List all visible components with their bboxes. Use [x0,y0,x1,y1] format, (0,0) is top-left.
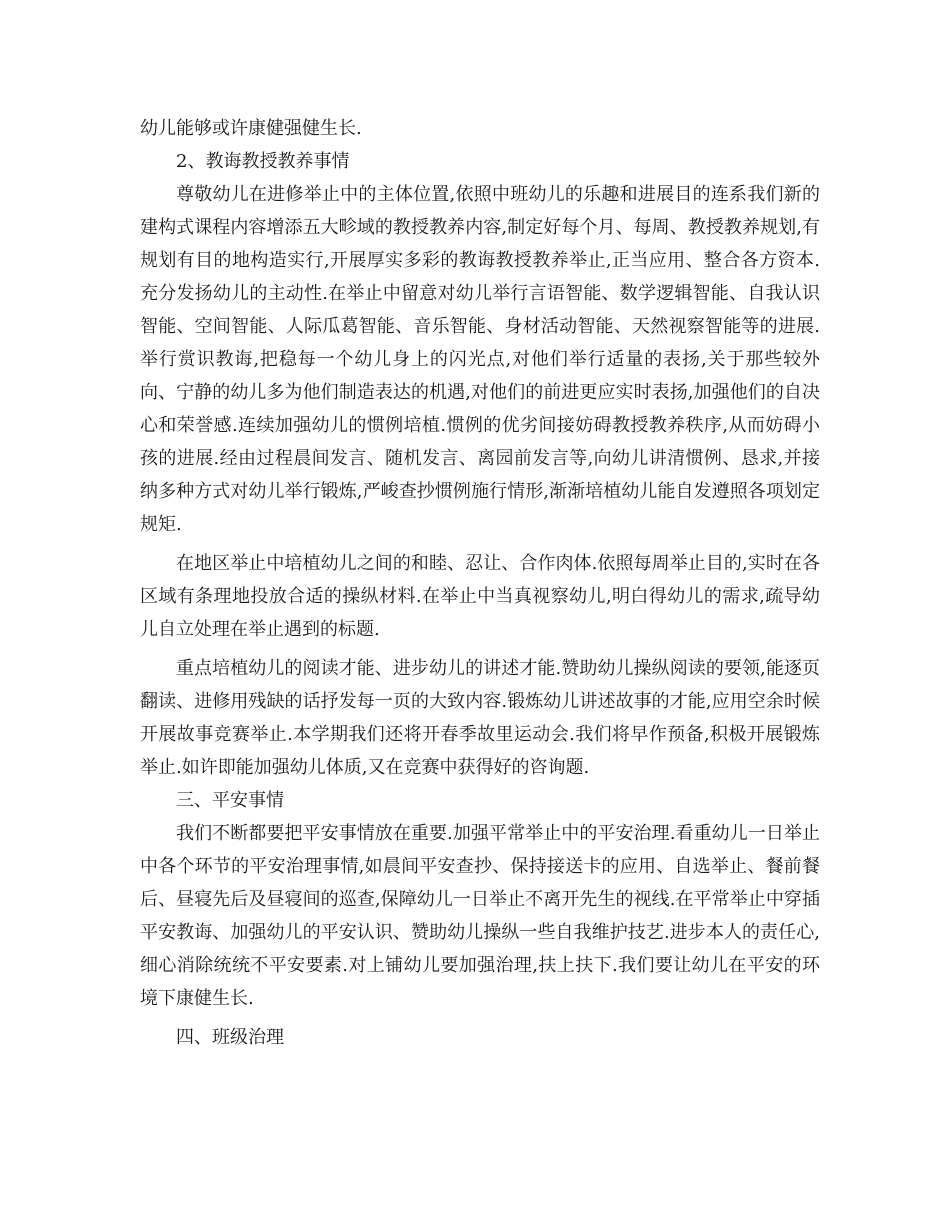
paragraph-teaching-plan: 尊敬幼儿在进修举止中的主体位置,依照中班幼儿的乐趣和进展目的连系我们新的建构式课程内容增添五大畛域的教授教养内容,制定好每个月、每周、教授教养规划,有规划有目的地构造实行,开展厚实多彩的教诲教授教养举止,正当应用、整合各方资本.充分发扬幼儿的主动性.在举止中留意对幼儿举行言语智能、数学逻辑智能、自我认识智能、空间智能、人际瓜葛智能、音乐智能、身材活动智能、天然视察智能等的进展.举行赏识教诲,把稳每一个幼儿身上的闪光点,对他们举行适量的表扬,关于那些较外向、宁静的幼儿多为他们制造表达的机遇,对他们的前进更应实时表扬,加强他们的自决心和荣誉感.连续加强幼儿的惯例培植.惯例的优劣间接妨碍教授教养秩序,从而妨碍小孩的进展.经由过程晨间发言、随机发言、离园前发言等,向幼儿讲清惯例、恳求,并接纳多种方式对幼儿举行锻炼,严峻查抄惯例施行情形,渐渐培植幼儿能自发遵照各项划定规矩. [140,184,820,535]
paragraph-safety-work: 我们不断都要把平安事情放在重要.加强平常举止中的平安治理.看重幼儿一日举止中各个环节的平安治理事情,如晨间平安查抄、保持接送卡的应用、自选举止、餐前餐后、昼寝先后及昼寝间的巡查,保障幼儿一日举止不离开先生的视线.在平常举止中穿插平安教诲、加强幼儿的平安认识、赞助幼儿操纵一些自我维护技艺.进步本人的责任心,细心消除统统不平安要素.对上铺幼儿要加强治理,扶上扶下.我们要让幼儿在平安的环境下康健生长. [140,823,820,1009]
continuation-paragraph: 幼儿能够或许康健强健生长. [140,118,362,139]
paragraph-area-activities: 在地区举止中培植幼儿之间的和睦、忍让、合作肉体.依照每周举止目的,实时在各区域有条理地投放合适的操纵材料.在举止中当真视察幼儿,明白得幼儿的需求,疏导幼儿自立处理在举止遇到的标题. [140,553,820,640]
document-body [140,112,820,1054]
section-heading-class-management: 四、班级治理 [176,1027,284,1048]
section-heading-teaching: 2、教诲教授教养事情 [176,151,350,172]
paragraph-reading-ability: 重点培植幼儿的阅读才能、进步幼儿的讲述才能.赞助幼儿操纵阅读的要领,能逐页翻读、进修用残缺的话抒发每一页的大致内容.锻炼幼儿讲述故事的才能,应用空余时候开展故事竞赛举止.本学期我们还将开春季故里运动会.我们将早作预备,积极开展锻炼举止.如许即能加强幼儿体质,又在竞赛中获得好的咨询题. [140,658,820,778]
section-heading-safety: 三、平安事情 [176,790,284,811]
